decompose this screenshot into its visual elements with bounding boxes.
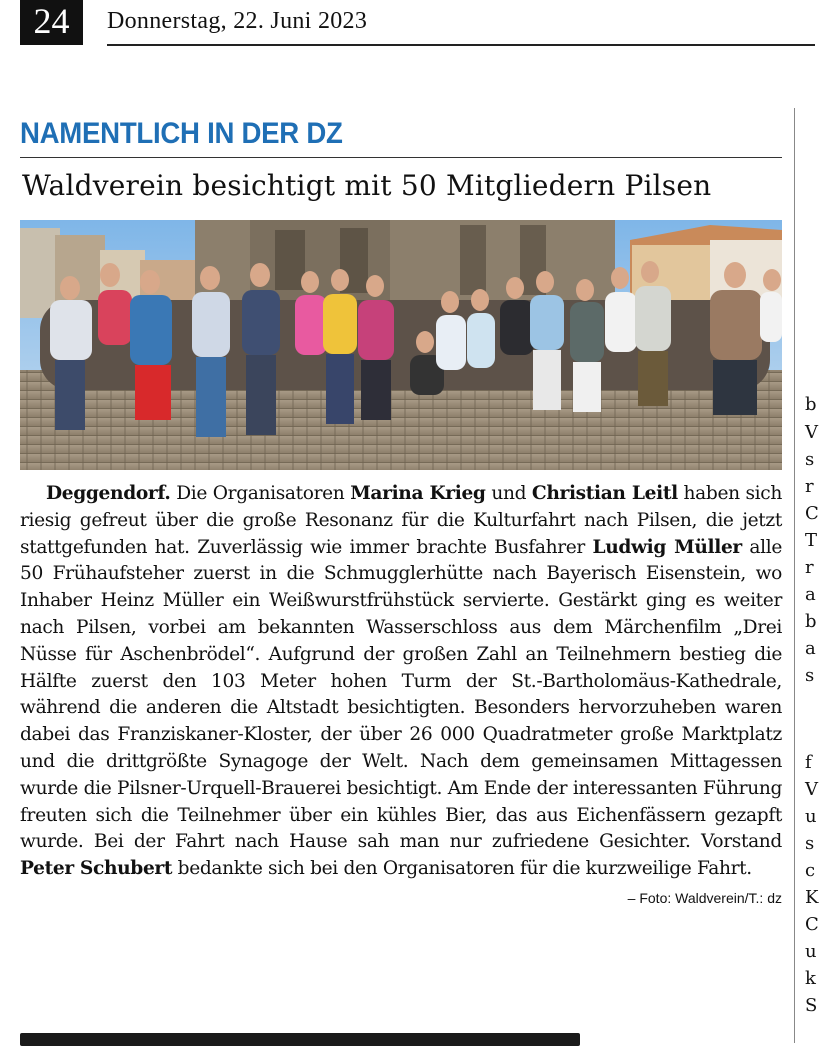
article-paragraph — [20, 481, 782, 906]
column-fragment-letter: c — [805, 860, 816, 881]
column-fragment-letter: C — [805, 914, 819, 935]
section-title: NAMENTLICH IN DER DZ — [20, 117, 343, 150]
column-fragment-letter: b — [805, 611, 817, 632]
group-photo — [20, 220, 782, 470]
name-highlight: Marina Krieg — [350, 483, 486, 504]
column-fragment-letter: a — [805, 584, 816, 605]
column-fragment-letter: f — [805, 752, 812, 773]
column-fragment-letter: u — [805, 941, 817, 962]
column-fragment-letter: s — [805, 833, 815, 854]
header-rule — [107, 44, 815, 46]
column-fragment-letter: s — [805, 449, 815, 470]
column-fragment-letter: s — [805, 665, 815, 686]
page-number: 24 — [20, 0, 83, 45]
text-run: haben sich riesig gefreut über die große Resonanz für die Kulturfahrt nach Pilsen, die jetzt stattgefunden hat. Zuverlässig wie immer brachte Busfahrer — [20, 483, 782, 558]
column-fragment-letter: r — [805, 476, 814, 497]
column-fragment-letter: K — [805, 887, 819, 908]
article-body — [20, 481, 782, 912]
column-fragment-letter: T — [805, 530, 818, 551]
text-run: und — [485, 483, 532, 504]
column-fragment-letter: C — [805, 503, 819, 524]
column-fragment-letter: r — [805, 557, 814, 578]
text-run: bedankte sich bei den Organisatoren für die kurzweilige Fahrt. — [172, 858, 752, 880]
photo-credit: – Foto: Waldverein/T.: dz — [627, 889, 782, 906]
section-rule — [20, 157, 782, 158]
name-highlight: Christian Leitl — [531, 483, 678, 504]
text-run: Die Organisatoren — [170, 483, 351, 504]
text-run: alle 50 Frühaufsteher zuerst in die Schmugglerhütte nach Bayerisch Eisenstein, wo Inhaber Heinz Müller ein Weißwurstfrühstück servierte. Gestärkt ging es weiter nach Pilsen, vorbei am bekannten Wasserschloss aus dem Märchenfilm „Drei Nüsse für Aschenbrödel“. Aufgrund der großen Zahl an Teilnehmern bestieg die Hälfte zuerst den 103 Meter hohen Turm der St.-Bartholomäus-Kathedrale, während die anderen die Altstadt besichtigten. Besonders hervorzuheben waren dabei das Franziskaner-Kloster, der über 26 000 Quadratmeter große Marktplatz und die drittgrößte Synagoge der Welt. Nach dem gemeinsamen Mittagessen wurde die Pilsner-Urquell-Brauerei besichtigt. Am Ende der interessanten Führung freuten sich die Teilnehmer über ein kühles Bier, das aus Eichenfässern gezapft wurde. Bei der Fahrt nach Hause sah man nur zufriedene Gesichter. Vorstand — [20, 536, 782, 853]
column-fragment-letter: S — [805, 995, 818, 1016]
page-date: Donnerstag, 22. Juni 2023 — [107, 8, 368, 34]
column-divider — [794, 108, 795, 1043]
next-headline-fragment — [20, 1030, 620, 1046]
name-highlight: Ludwig Müller — [592, 536, 742, 558]
column-fragment-letter: V — [805, 422, 818, 443]
column-fragment-letter: a — [805, 638, 816, 659]
dateline: Deggendorf. — [46, 483, 171, 504]
name-highlight: Peter Schubert — [20, 858, 173, 880]
column-fragment-letter: k — [805, 968, 816, 989]
column-fragment-letter: u — [805, 806, 817, 827]
column-fragment-letter: V — [805, 779, 818, 800]
column-fragment-letter: b — [805, 394, 817, 415]
article-headline: Waldverein besichtigt mit 50 Mitgliedern Pilsen — [22, 169, 712, 202]
